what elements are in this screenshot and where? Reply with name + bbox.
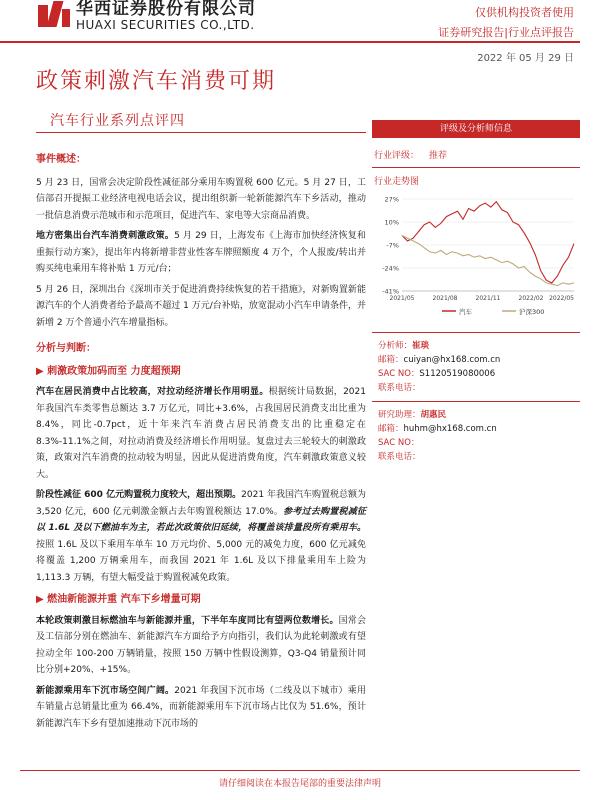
company-name-en: HUAXI SECURITIES CO.,LTD.: [76, 18, 255, 32]
event-heading: 事件概述：: [36, 154, 86, 165]
analysis-paragraph-2: 阶段性减征 600 亿元购置税力度较大，超出预期。2021 年我国汽车购置税总额为 3,520 亿元，600 亿元刺激金额占去年购置税额达 17.0%。参考过去购置税减征以 1.6L 及以下燃油车为主，若此次政策依旧延续，将覆盖该排量段所有乘用车。按照 1.6L 及以下乘用车单车 10 万元均价、5,000 元的减免力度，600 亿元减免将覆盖 1,200 万辆乘用车，而我国 2021 年 1.6L 及以下排量乘用车上险为 1,113.3 万辆，有望大幅受益于购置税减免政策。: [36, 490, 366, 583]
x-tick-label: 2021/11: [475, 295, 501, 302]
series-line: [402, 236, 574, 286]
legend-label: 汽车: [459, 308, 472, 316]
analyst-email[interactable]: cuiyan@hx168.com.cn: [403, 355, 501, 365]
analysis-paragraph-1: 汽车在居民消费中占比较高，对拉动经济增长作用明显。根据统计局数据，2021 年我国汽车类零售总额达 3.7 万亿元，同比+3.6%，占我国居民消费支出比重为 8.4%，同比-0.7pct，近十年来汽车消费占居民消费支出的比重稳定在 8.3%-11.1%之间，对拉动消费及经济增长作用明显。复盘过去三轮较大的刺激政策，政策对汽车消费的拉动较为明显，因此从促进消费角度，汽车刺激政策意义较大。: [36, 387, 366, 480]
company-logo: [38, 0, 256, 32]
report-category: 证券研究报告|行业点评报告: [438, 26, 574, 39]
series-line: [402, 202, 574, 283]
footer-divider: [20, 770, 580, 771]
legal-notice: 请仔细阅读在本报告尾部的重要法律声明: [218, 779, 381, 789]
x-tick-label: 2022/02: [518, 295, 544, 302]
subtitle-divider: [36, 132, 366, 133]
subheading-countryside: ▶ 燃油新能源并重 汽车下乡增量可期: [36, 594, 201, 605]
sidebar-divider: [372, 332, 580, 333]
x-tick-label: 2022/05: [549, 295, 574, 302]
sidebar-divider: [372, 401, 580, 402]
legend-label: 沪深300: [519, 308, 545, 316]
report-title: 政策刺激汽车消费可期: [36, 69, 277, 94]
y-tick-label: -41%: [382, 287, 399, 296]
analysis-paragraph-4: 新能源乘用车下沉市场空间广阔。2021 年我国下沉市场（二线及以下城市）乘用车销量占总销量比重为 66.4%，而新能源乘用车下沉市场占比仅为 51.6%，预计新能源汽车下乡有望加速推动下沉市场的: [36, 685, 366, 729]
huaxi-logo-icon: [38, 1, 72, 31]
sidebar-divider: [372, 167, 580, 168]
sidebar: [372, 120, 580, 464]
industry-trend-chart: [372, 193, 580, 323]
y-tick-label: -7%: [386, 241, 399, 250]
assistant-card: 研究助理：胡惠民 邮箱：huhm@hx168.com.cn SAC NO： 联系电话：: [378, 410, 497, 462]
event-paragraph-2: 地方密集出台汽车消费刺激政策。5 月 29 日，上海发布《上海市加快经济恢复和重振行动方案》，提出年内将新增非营业性客车牌照额度 4 万个，个人报废/转出并购买纯电乘用车将补贴 1 万元/台；: [36, 231, 366, 274]
analyst-card: 分析师：崔琰 邮箱：cuiyan@hx168.com.cn SAC NO：S1120519080006 联系电话：: [378, 341, 501, 393]
audience-note: 仅供机构投资者使用: [475, 6, 574, 19]
report-subtitle: 汽车行业系列点评四: [50, 113, 185, 129]
company-name-cn: 华西证券股份有限公司: [76, 0, 256, 19]
rating-box-header: 评级及分析师信息: [372, 120, 580, 138]
event-paragraph-1: 5 月 23 日，国常会决定阶段性减征部分乘用车购置税 600 亿元。5 月 27 日，工信部召开提振工业经济电视电话会议，提出组织新一轮新能源汽车下乡活动，推动一批信息消费示范城市和示范项目，促进汽车、家电等大宗商品消费。: [36, 177, 366, 221]
analysis-paragraph-3: 本轮政策刺激目标燃油车与新能源并重，下半年车度同比有望两位数增长。国常会及工信部分别在燃油车、新能源汽车方面给予方向指引，我们认为此轮刺激或有望拉动全年 100-200 万辆销量，按照 150 万辆中性假设测算，Q3-Q4 销量预计同比分别+20%、+15%。: [36, 615, 366, 675]
y-tick-label: -24%: [382, 264, 399, 273]
y-tick-label: 27%: [384, 195, 399, 204]
trend-heading: 行业走势图: [374, 177, 420, 187]
subheading-stimulus: ▶ 刺激政策加码而至 力度超预期: [36, 365, 181, 377]
event-paragraph-3: 5 月 26 日，深圳出台《深圳市关于促进消费持续恢复的若干措施》，对新购置新能源汽车的个人消费者给予最高不超过 1 万元/台补贴，放宽混动小汽车申请条件，并新增 2 万个普通小汽车增量指标。: [36, 284, 366, 328]
industry-rating: 行业评级： 推荐: [374, 151, 448, 161]
assistant-email[interactable]: huhm@hx168.com.cn: [403, 424, 497, 434]
main-body: [36, 150, 366, 736]
analysis-heading: 分析与判断：: [36, 343, 96, 354]
y-tick-label: 10%: [384, 218, 399, 227]
header-divider: [0, 41, 580, 43]
report-date: 2022 年 05 月 29 日: [477, 53, 574, 64]
x-tick-label: 2021/08: [432, 295, 458, 302]
x-tick-label: 2021/05: [389, 295, 415, 302]
